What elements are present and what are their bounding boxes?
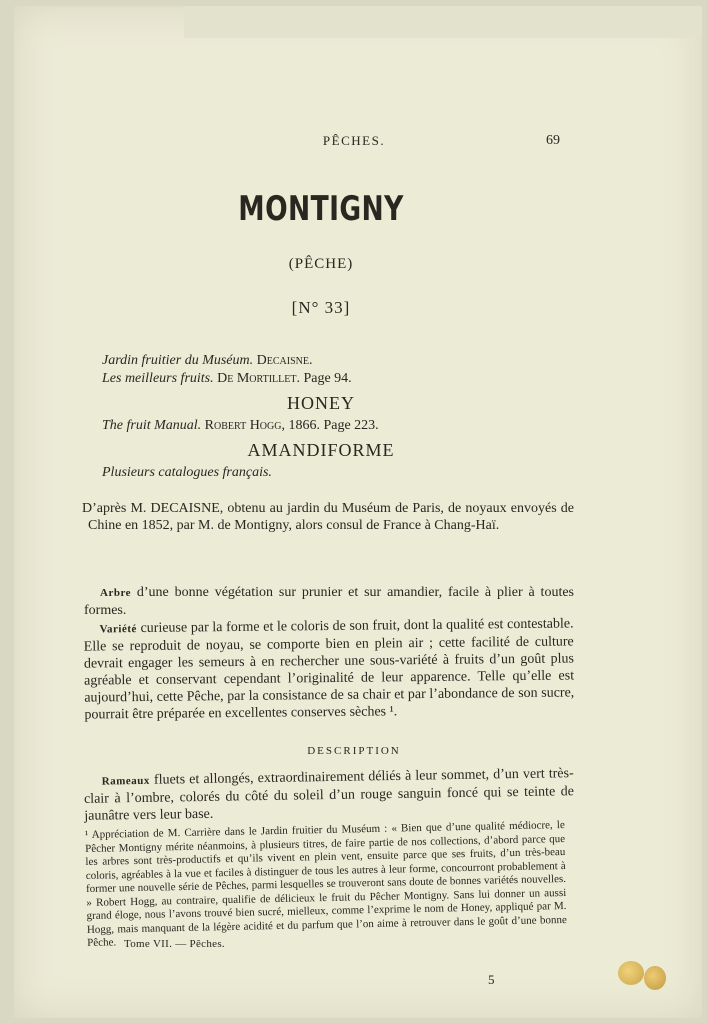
- synonym-line: [102, 353, 312, 369]
- description-heading: DESCRIPTION: [307, 745, 401, 757]
- peach-illustration-fragment: [618, 961, 644, 985]
- origin-paragraph: D’après M. DECAISNE, obtenu au jardin du Muséum de Paris, de noyaux envoyés de Chine en 1852, par M. de Montigny, alors consul de France à Chang-Haï.: [82, 501, 574, 533]
- variete-text: curieuse par la forme et le coloris de son fruit, dont la qualité est contestable. Elle se reproduit de noyau, se comporte bien en plein air ; cette facilité de culture devrait engager les semeurs à en rechercher une sous-variété à fruits d’un goût plus agréable et conservant cependant l’originalité de leur apparence. Telle qu’elle est aujourd’hui, cette Pêche, par la consistance de sa chair et par l’abondance de son sucre, pourrait être préparée en excellentes conserves sèches ¹.: [83, 616, 575, 723]
- page-edge-shadow: [184, 6, 702, 38]
- signature-mark: 5: [488, 972, 495, 987]
- rameaux-text: fluets et allongés, extraordinairement déliés à leur sommet, d’un vert très-clair à l’ombre, colorés du côté du soleil d’un rouge sanguin foncé qui se teinte de jaunâtre vers leur base.: [83, 766, 575, 824]
- synonym-source: The fruit Manual.: [102, 418, 202, 433]
- synonym-source: Plusieurs catalogues français.: [102, 465, 272, 480]
- arbre-text: d’une bonne végétation sur prunier et sur amandier, facile à plier à toutes formes.: [84, 585, 574, 618]
- synonym-heading-honey: HONEY: [287, 393, 355, 413]
- rameaux-paragraph: [84, 765, 575, 825]
- synonym-line: [102, 371, 352, 387]
- footnote: ¹ Appréciation de M. Carrière dans le Jardin fruitier du Muséum : « Bien que d’une qualité médiocre, le Pêcher Montigny mérite néanmoins, à plusieurs titres, de faire partie de nos collections, d’abord parce que les arbres sont très-productifs et qu’ils vivent en plein vent, ensuite parce que ses fruits, d’un très-beau coloris, agréables à la vue et faciles à distinguer de tous les autres à leur forme, concourront probablement à former une nouvelle série de Pêches, parmi lesquelles se trouveront sans doute de bonnes variétés nouvelles. » Robert Hogg, au contraire, qualifie de délicieux le fruit du Pêcher Montigny. Sans lui donner un aussi grand éloge, nous l’avons trouvé bien sucré, mielleux, comme l’exprime le nom de Honey, appliqué par M. Hogg, mais manquant de la légère acidité et du parfum que l’on aime à retrouver dans le goût d’une bonne Pêche.: [84, 818, 567, 950]
- synonym-heading-amandiforme: AMANDIFORME: [247, 440, 395, 460]
- page-number: 69: [546, 133, 560, 148]
- arbre-paragraph: [84, 584, 574, 619]
- peach-illustration-fragment: [644, 966, 666, 990]
- synonym-ref: 1866. Page 223.: [288, 418, 379, 433]
- synonym-ref: Page 94.: [303, 371, 352, 386]
- footer-tome: Tome VII. — Pêches.: [124, 938, 225, 950]
- synonym-author: Robert Hogg,: [204, 418, 285, 433]
- running-head: PÊCHES.: [322, 133, 386, 148]
- rameaux-label: Rameaux: [101, 774, 150, 788]
- subtitle: (PÊCHE): [288, 256, 354, 272]
- synonym-line: [102, 465, 272, 481]
- synonym-author: Decaisne.: [256, 353, 313, 368]
- synonym-source: Les meilleurs fruits.: [102, 371, 214, 386]
- catalog-number: [N° 33]: [291, 298, 351, 317]
- variete-paragraph: [83, 615, 574, 723]
- synonym-source: Jardin fruitier du Muséum.: [102, 353, 254, 368]
- synonym-line: [102, 418, 379, 434]
- arbre-label: Arbre: [100, 587, 132, 599]
- page-title: MONTIGNY: [238, 189, 404, 229]
- book-page: [14, 6, 702, 1018]
- variete-label: Variété: [99, 623, 137, 636]
- synonym-author: De Mortillet.: [217, 371, 300, 386]
